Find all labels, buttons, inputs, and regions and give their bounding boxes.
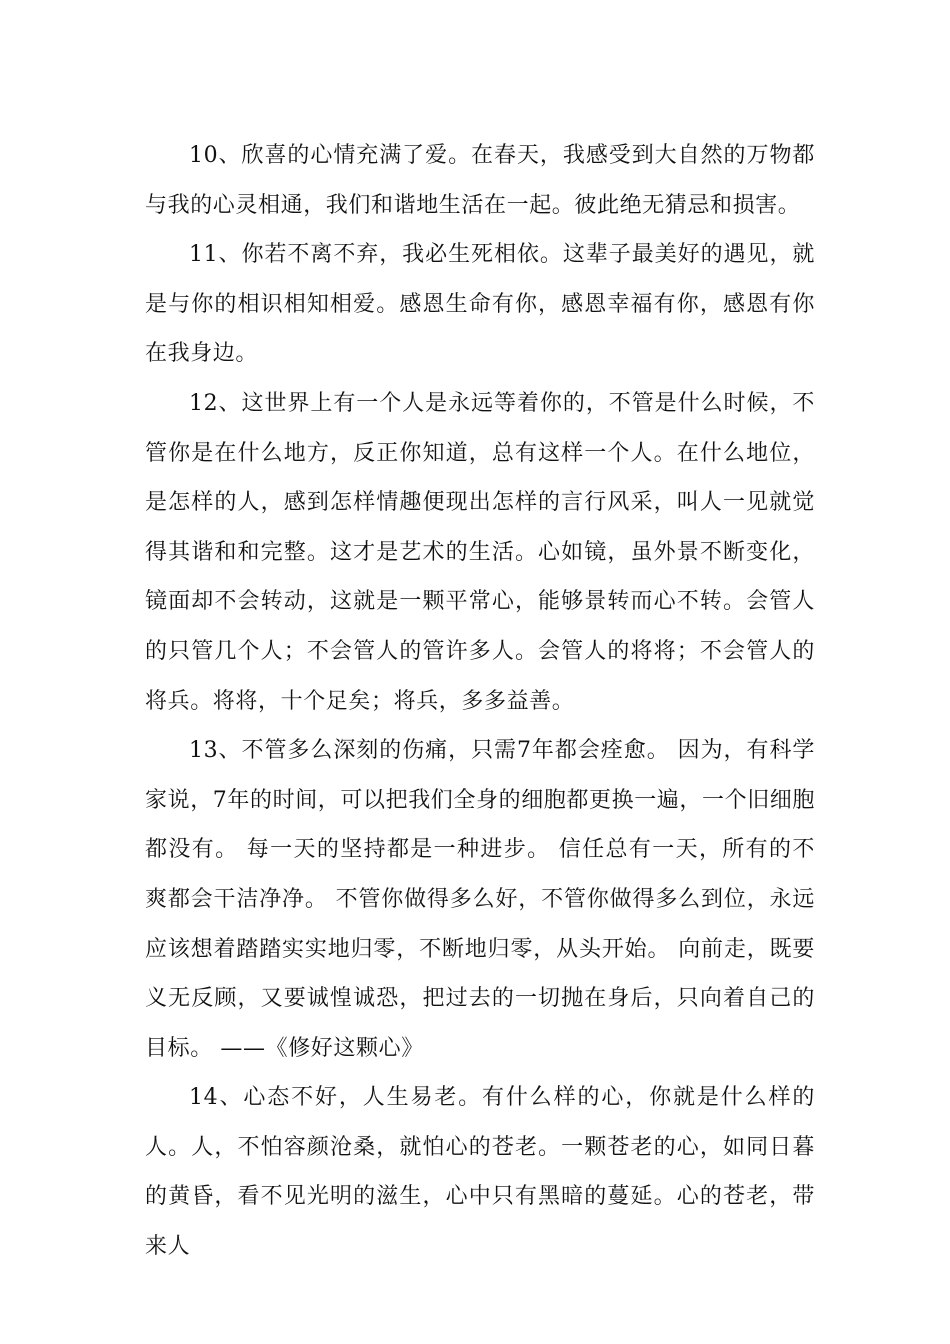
paragraph-10: 10、欣喜的心情充满了爱。在春天，我感受到大自然的万物都与我的心灵相通，我们和谐地生活在一起。彼此绝无猜忌和损害。 [145,143,815,218]
paragraph-11: 11、你若不离不弃，我必生死相依。这辈子最美好的遇见，就是与你的相识相知相爱。感恩生命有你，感恩幸福有你，感恩有你在我身边。 [145,242,815,367]
paragraph-12: 12、这世界上有一个人是永远等着你的，不管是什么时候，不管你是在什么地方，反正你知道，总有这样一个人。在什么地位，是怎样的人，感到怎样情趣便现出怎样的言行风采，叫人一见就觉得其谐和和完整。这才是艺术的生活。心如镜，虽外景不断变化，镜面却不会转动，这就是一颗平常心，能够景转而心不转。会管人的只管几个人；不会管人的管许多人。会管人的将将；不会管人的将兵。将将，十个足矣；将兵，多多益善。 [145,390,815,714]
paragraph-14: 14、心态不好，人生易老。有什么样的心，你就是什么样的人。人，不怕容颜沧桑，就怕心的苍老。一颗苍老的心，如同日暮的黄昏，看不见光明的滋生，心中只有黑暗的蔓延。心的苍老，带来人 [145,1085,815,1260]
paragraph-13: 13、不管多么深刻的伤痛，只需7年都会痊愈。 因为，有科学家说，7年的时间，可以把我们全身的细胞都更换一遍，一个旧细胞都没有。 每一天的坚持都是一种进步。 信任总有一天，所有的不爽都会干洁净净。 不管你做得多么好，不管你做得多么到位，永远应该想着踏踏实实地归零，不断地归零，从头开始。 向前走，既要义无反顾，又要诚惶诚恐，把过去的一切抛在身后，只向着自己的目标。 ——《修好这颗心》 [145,738,815,1061]
document-body [145,131,815,1272]
